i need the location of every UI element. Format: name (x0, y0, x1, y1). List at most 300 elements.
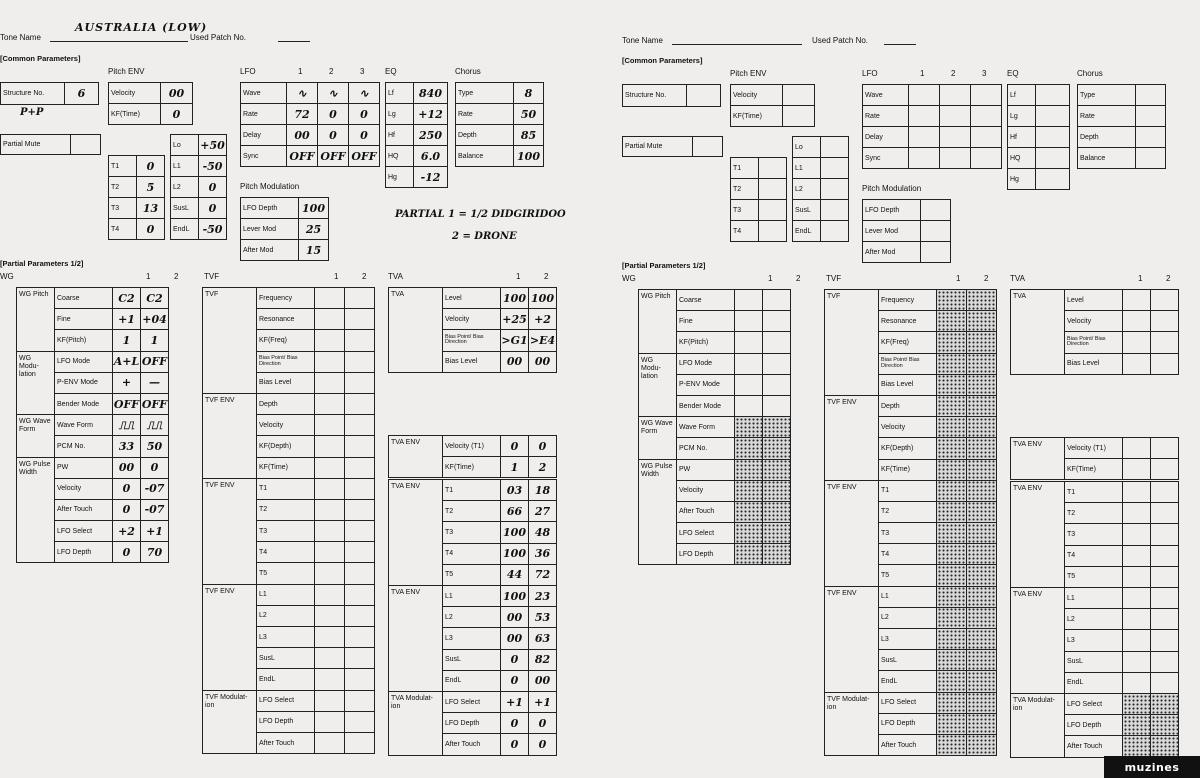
tvf-table-value-field[interactable] (937, 523, 967, 544)
tvf-table-value-field[interactable] (937, 332, 967, 353)
lfo-table-value-field[interactable]: ∿ (287, 83, 318, 104)
tvf-table-value-field[interactable] (967, 438, 997, 459)
wg-table-value-field[interactable]: OFF (141, 351, 169, 372)
wg-table-value-field[interactable]: 0 (113, 499, 141, 520)
tva-table-value-field[interactable] (1151, 353, 1179, 374)
wg-table-value-field[interactable] (735, 544, 763, 565)
tva-env-l-table-value-field[interactable] (1151, 630, 1179, 651)
pitch-mod-table-value-field[interactable]: 100 (299, 198, 329, 219)
tvf-table-value-field[interactable] (315, 330, 345, 351)
tvf-table-value-field[interactable] (937, 607, 967, 628)
wg-table-value-field[interactable]: OFF (113, 393, 141, 414)
eq-table-value-field[interactable] (1036, 148, 1070, 169)
tvf-table-value-field[interactable] (315, 563, 345, 584)
tvf-table-value-field[interactable] (967, 395, 997, 416)
pitch-time-table-value-field[interactable] (759, 200, 787, 221)
tva-env-l-table-value-field[interactable]: 100 (501, 586, 529, 607)
chorus-table-value-field[interactable] (1136, 106, 1166, 127)
wg-table-value-field[interactable]: — (141, 372, 169, 393)
wg-table-value-field[interactable]: -07 (141, 499, 169, 520)
pitch-mod-table-value-field[interactable] (921, 200, 951, 221)
tva-table-value-field[interactable]: 00 (529, 351, 557, 372)
lfo-table-value-field[interactable]: 72 (287, 104, 318, 125)
tvf-table-value-field[interactable] (345, 351, 375, 372)
tva-env-l-table-value-field[interactable] (1123, 588, 1151, 609)
tva-env-t-table-value-field[interactable] (1151, 503, 1179, 524)
tvf-table-value-field[interactable] (967, 332, 997, 353)
tvf-table-value-field[interactable] (315, 457, 345, 478)
wg-table-value-field[interactable] (735, 332, 763, 353)
wg-table-value-field[interactable]: C2 (141, 288, 169, 309)
tva-env-l-table-value-field[interactable] (1123, 672, 1151, 693)
tvf-table-value-field[interactable] (315, 605, 345, 626)
lfo-table-value-field[interactable] (909, 148, 940, 169)
tva-env-t-table-value-field[interactable]: 100 (501, 522, 529, 543)
lfo-table-value-field[interactable]: OFF (318, 146, 349, 167)
tva-env-t-table-value-field[interactable]: 03 (501, 480, 529, 501)
lfo-table-value-field[interactable]: 00 (287, 125, 318, 146)
tvf-table-value-field[interactable] (967, 417, 997, 438)
eq-table-value-field[interactable] (1036, 106, 1070, 127)
tvf-table-value-field[interactable] (345, 542, 375, 563)
tva-env-t-table-value-field[interactable] (1123, 524, 1151, 545)
tvf-table-value-field[interactable] (315, 309, 345, 330)
wg-table-value-field[interactable] (735, 290, 763, 311)
tone-name-field[interactable] (50, 41, 188, 42)
pitch-level-table-value-field[interactable]: 0 (199, 177, 227, 198)
tvf-table-value-field[interactable] (937, 459, 967, 480)
wg-table-value-field[interactable] (763, 311, 791, 332)
tvf-table-value-field[interactable] (967, 353, 997, 374)
tvf-table-value-field[interactable] (937, 374, 967, 395)
wg-table-value-field[interactable] (735, 480, 763, 501)
wg-table-value-field[interactable]: -07 (141, 478, 169, 499)
tva-env-t-table-value-field[interactable] (1123, 566, 1151, 587)
tvf-table-value-field[interactable] (937, 713, 967, 734)
tvf-table-value-field[interactable] (967, 629, 997, 650)
tvf-table-value-field[interactable] (967, 671, 997, 692)
tvf-table-value-field[interactable] (345, 711, 375, 732)
wg-table-value-field[interactable]: +04 (141, 309, 169, 330)
tvf-table-value-field[interactable] (315, 732, 345, 753)
tvf-table-value-field[interactable] (967, 544, 997, 565)
wg-table-param-label: Velocity (55, 478, 113, 499)
tvf-table-value-field[interactable] (315, 627, 345, 648)
tvf-table-value-field[interactable] (937, 544, 967, 565)
tvf-table-value-field[interactable] (937, 501, 967, 522)
wg-table-value-field[interactable]: +2 (113, 521, 141, 542)
tva-env-t-table-value-field[interactable] (1151, 524, 1179, 545)
wg-table-value-field[interactable] (763, 353, 791, 374)
lfo-table-value-field[interactable] (940, 106, 971, 127)
tva-env-l-table-value-field[interactable] (1151, 672, 1179, 693)
tva-env-t-table-value-field[interactable]: 36 (529, 543, 557, 564)
chorus-table-value-field[interactable]: 85 (514, 125, 544, 146)
tvf-table-value-field[interactable] (315, 499, 345, 520)
tvf-table-value-field[interactable] (937, 311, 967, 332)
wg-table-value-field[interactable] (763, 544, 791, 565)
wg-table-value-field[interactable]: 33 (113, 436, 141, 457)
wg-table-value-field[interactable] (763, 417, 791, 438)
tva-env-vel-table-value-field[interactable]: 2 (529, 457, 557, 478)
tvf-table-value-field[interactable] (937, 586, 967, 607)
tvf-table-value-field[interactable] (315, 478, 345, 499)
tva-mod-table-value-field[interactable] (1123, 694, 1151, 715)
tvf-table-value-field[interactable] (967, 586, 997, 607)
tvf-table-value-field[interactable] (967, 290, 997, 311)
pitch-time-table-value-field[interactable]: 0 (137, 156, 165, 177)
wg-table-value-field[interactable]: 1 (113, 330, 141, 351)
wg-table-value-field[interactable] (735, 523, 763, 544)
tvf-table-value-field[interactable] (315, 288, 345, 309)
tvf-table-value-field[interactable] (315, 436, 345, 457)
wg-table-value-field[interactable]: 50 (141, 436, 169, 457)
tvf-table-value-field[interactable] (315, 542, 345, 563)
tva-env-l-table-value-field[interactable]: 0 (501, 649, 529, 670)
tva-env-vel-table-value-field[interactable]: 1 (501, 457, 529, 478)
wg-table-value-field[interactable]: +1 (113, 309, 141, 330)
eq-table-value-field[interactable]: 250 (414, 125, 448, 146)
tvf-table-value-field[interactable] (967, 607, 997, 628)
tva-table-value-field[interactable] (1151, 332, 1179, 353)
wg-table-value-field[interactable]: A+L (113, 351, 141, 372)
tva-env-l-table-value-field[interactable] (1123, 651, 1151, 672)
tvf-table-value-field[interactable] (315, 351, 345, 372)
pitch-level-table-value-field[interactable]: -50 (199, 219, 227, 240)
partial-mute-table-value-field[interactable] (693, 137, 723, 157)
tvf-table-value-field[interactable] (315, 711, 345, 732)
tvf-table-value-field[interactable] (937, 734, 967, 755)
tvf-table-value-field[interactable] (345, 627, 375, 648)
tvf-table-value-field[interactable] (345, 330, 375, 351)
tvf-table-value-field[interactable] (315, 393, 345, 414)
chorus-table-value-field[interactable]: 8 (514, 83, 544, 104)
lfo-table-value-field[interactable] (909, 106, 940, 127)
pitch-env-table-value-field[interactable]: 0 (161, 104, 193, 125)
tvf-table-value-field[interactable] (315, 521, 345, 542)
pitch-env-table-value-field[interactable]: 00 (161, 83, 193, 104)
wg-table-value-field[interactable]: 1 (141, 330, 169, 351)
tva-env-vel-table-value-field[interactable] (1151, 438, 1179, 459)
used-patch-field[interactable] (884, 44, 916, 45)
tva-table-value-field[interactable] (1123, 353, 1151, 374)
pitch-time-table-value-field[interactable] (759, 221, 787, 242)
tvf-table-value-field[interactable] (315, 690, 345, 711)
tvf-table-value-field[interactable] (315, 415, 345, 436)
wg-table-value-field[interactable] (735, 501, 763, 522)
tva-env-vel-table-value-field[interactable] (1123, 459, 1151, 480)
tva-env-l-table-value-field[interactable]: 23 (529, 586, 557, 607)
tva-mod-table-value-field[interactable]: 0 (501, 713, 529, 734)
tvf-table-value-field[interactable] (345, 669, 375, 690)
wg-table-value-field[interactable] (763, 523, 791, 544)
tva-table-value-field[interactable] (1123, 290, 1151, 311)
tvf-table-value-field[interactable] (345, 732, 375, 753)
tvf-table-value-field[interactable] (937, 353, 967, 374)
tvf-table-value-field[interactable] (315, 648, 345, 669)
tvf-table-value-field[interactable] (937, 438, 967, 459)
tvf-table-value-field[interactable] (345, 309, 375, 330)
lfo-table-value-field[interactable]: OFF (349, 146, 380, 167)
chorus-table-value-field[interactable] (1136, 85, 1166, 106)
tva-table-value-field[interactable]: 00 (501, 351, 529, 372)
wg-table-value-field[interactable]: C2 (113, 288, 141, 309)
tva-env-t-table-value-field[interactable]: 48 (529, 522, 557, 543)
tva-mod-table-value-field[interactable]: 0 (529, 734, 557, 755)
tva-env-l-table-value-field[interactable]: 63 (529, 628, 557, 649)
pitch-level-table-param-label: Lo (793, 137, 821, 158)
tva-env-t-table-value-field[interactable] (1123, 482, 1151, 503)
tvf-table-value-field[interactable] (967, 459, 997, 480)
tvf-table-value-field[interactable] (345, 690, 375, 711)
pitch-time-table-value-field[interactable]: 13 (137, 198, 165, 219)
eq-table-value-field[interactable] (1036, 169, 1070, 190)
tvf-table-value-field[interactable] (967, 692, 997, 713)
tva-env-l-table-group: TVA ENV (389, 586, 443, 692)
tva-env-l-table-value-field[interactable] (1151, 588, 1179, 609)
eq-table-value-field[interactable]: 6.0 (414, 146, 448, 167)
tvf-table-value-field[interactable] (967, 734, 997, 755)
pitch-env-table-value-field[interactable] (783, 85, 815, 106)
tvf-table-value-field[interactable] (315, 584, 345, 605)
tva-env-t-table-value-field[interactable] (1151, 545, 1179, 566)
wg-table-value-field[interactable]: 0 (113, 542, 141, 563)
tvf-table-value-field[interactable] (345, 499, 375, 520)
tvf-table-value-field[interactable] (345, 393, 375, 414)
tvf-table-value-field[interactable] (345, 436, 375, 457)
lfo-table-value-field[interactable] (971, 106, 1002, 127)
tvf-table-value-field[interactable] (937, 565, 967, 586)
pitch-mod-table-value-field[interactable]: 25 (299, 219, 329, 240)
tvf-table-value-field[interactable] (315, 669, 345, 690)
tva-env-l-table-value-field[interactable]: 00 (501, 628, 529, 649)
tva-env-l-table-value-field[interactable]: 82 (529, 649, 557, 670)
wg-table-value-field[interactable]: 00 (113, 457, 141, 478)
tva-table-value-field[interactable]: >G1 (501, 330, 529, 351)
tva-env-t-table-value-field[interactable]: 27 (529, 501, 557, 522)
chorus-table-value-field[interactable] (1136, 127, 1166, 148)
wg-table-value-field[interactable] (763, 395, 791, 416)
wg-table-value-field[interactable]: 70 (141, 542, 169, 563)
tva-table-value-field[interactable]: +2 (529, 309, 557, 330)
tva-mod-table-value-field[interactable]: 0 (529, 713, 557, 734)
tva-table-value-field[interactable]: 100 (501, 288, 529, 309)
tva-mod-table-value-field[interactable] (1151, 694, 1179, 715)
pitch-level-table-value-field[interactable] (821, 221, 849, 242)
tva-env-l-table-value-field[interactable] (1123, 609, 1151, 630)
tva-env-t-table-value-field[interactable] (1151, 482, 1179, 503)
tvf-table-value-field[interactable] (967, 374, 997, 395)
tva-env-l-table-value-field[interactable]: 53 (529, 607, 557, 628)
tva-env-vel-table-value-field[interactable]: 0 (501, 436, 529, 457)
tvf-table-param-label: Frequency (257, 288, 315, 309)
tvf-table-value-field[interactable] (345, 415, 375, 436)
tva-table-value-field[interactable] (1151, 290, 1179, 311)
tva-mod-table-value-field[interactable]: +1 (501, 692, 529, 713)
tvf-table-value-field[interactable] (967, 713, 997, 734)
tvf-table-value-field[interactable] (345, 457, 375, 478)
tvf-table-value-field[interactable] (937, 417, 967, 438)
pitch-level-table-value-field[interactable]: 0 (199, 198, 227, 219)
tva-table-value-field[interactable] (1151, 311, 1179, 332)
wg-table-value-field[interactable] (763, 332, 791, 353)
wg-table-value-field[interactable] (763, 374, 791, 395)
eq-table-value-field[interactable] (1036, 127, 1070, 148)
tva-env-l-table-value-field[interactable]: 00 (529, 670, 557, 691)
chorus-table-value-field[interactable]: 100 (514, 146, 544, 167)
tva-mod-table-value-field[interactable] (1151, 715, 1179, 736)
tvf-table-value-field[interactable] (345, 563, 375, 584)
pitch-level-table-value-field[interactable] (821, 179, 849, 200)
tva-mod-table-value-field[interactable]: +1 (529, 692, 557, 713)
wg-table-value-field[interactable]: ⎍⎍ (113, 415, 141, 436)
wg-table-value-field[interactable] (763, 290, 791, 311)
tva-table-value-field[interactable]: +25 (501, 309, 529, 330)
wg-table-value-field[interactable] (763, 438, 791, 459)
wg-table-value-field[interactable] (735, 374, 763, 395)
tva-env-t-table-value-field[interactable]: 44 (501, 564, 529, 585)
tva-env-l-table-value-field[interactable] (1151, 609, 1179, 630)
tvf-table-value-field[interactable] (315, 372, 345, 393)
tva-env-t-table-value-field[interactable]: 100 (501, 543, 529, 564)
lfo-table-value-field[interactable]: OFF (287, 146, 318, 167)
tvf-table-value-field[interactable] (937, 650, 967, 671)
lfo-table-value-field[interactable] (940, 148, 971, 169)
tva-env-vel-table-value-field[interactable] (1123, 438, 1151, 459)
tvf-table-value-field[interactable] (345, 584, 375, 605)
tvf-table-value-field[interactable] (937, 629, 967, 650)
tva-env-vel-table-value-field[interactable]: 0 (529, 436, 557, 457)
lfo-table-value-field[interactable] (909, 85, 940, 106)
lfo-table-value-field[interactable] (940, 85, 971, 106)
tvf-table-value-field[interactable] (967, 565, 997, 586)
pitch-mod-table-value-field[interactable] (921, 221, 951, 242)
tvf-table-value-field[interactable] (937, 692, 967, 713)
tvf-table-value-field[interactable] (967, 523, 997, 544)
tvf-table-value-field[interactable] (345, 648, 375, 669)
tva-env-vel-table-value-field[interactable] (1151, 459, 1179, 480)
wg-table-value-field[interactable] (735, 417, 763, 438)
wg-table-value-field[interactable]: ⎍⎍ (141, 415, 169, 436)
pitch-mod-table-value-field[interactable] (921, 242, 951, 263)
tva-env-t-table-value-field[interactable] (1151, 566, 1179, 587)
pitch-time-table-value-field[interactable]: 0 (137, 219, 165, 240)
tvf-table-value-field[interactable] (345, 478, 375, 499)
used-patch-field[interactable] (278, 41, 310, 42)
tvf-table-value-field[interactable] (345, 288, 375, 309)
wg-table-value-field[interactable] (763, 480, 791, 501)
pitch-level-table-value-field[interactable]: -50 (199, 156, 227, 177)
tvf-table-value-field[interactable] (345, 372, 375, 393)
wg-table-value-field[interactable] (735, 395, 763, 416)
tvf-table-value-field[interactable] (937, 480, 967, 501)
structure-table-value-field[interactable] (687, 85, 721, 107)
tva-mod-table-value-field[interactable]: 0 (501, 734, 529, 755)
lfo-table-value-field[interactable]: 0 (318, 125, 349, 146)
pitch-level-table-value-field[interactable]: +50 (199, 135, 227, 156)
lfo-table-value-field[interactable] (971, 85, 1002, 106)
eq-table-value-field[interactable]: 840 (414, 83, 448, 104)
lfo-table-value-field[interactable]: ∿ (318, 83, 349, 104)
wg-table-value-field[interactable]: 0 (141, 457, 169, 478)
tva-env-t-table-value-field[interactable]: 18 (529, 480, 557, 501)
tvf-table-value-field[interactable] (937, 395, 967, 416)
pitch-time-table-value-field[interactable]: 5 (137, 177, 165, 198)
wg-table-value-field[interactable] (735, 311, 763, 332)
eq-table-value-field[interactable]: -12 (414, 167, 448, 188)
pitch-time-table-value-field[interactable] (759, 158, 787, 179)
tvf-table-value-field[interactable] (345, 521, 375, 542)
tva-mod-table-value-field[interactable] (1123, 736, 1151, 757)
wg-table-value-field[interactable]: + (113, 372, 141, 393)
pitch-env-table-value-field[interactable] (783, 106, 815, 127)
wg-table-value-field[interactable] (735, 353, 763, 374)
tvf-table-value-field[interactable] (345, 605, 375, 626)
tva-mod-table-value-field[interactable] (1151, 736, 1179, 757)
tva-table-value-field[interactable]: >E4 (529, 330, 557, 351)
chorus-table-value-field[interactable]: 50 (514, 104, 544, 125)
tvf-table-value-field[interactable] (967, 480, 997, 501)
tvf-table-value-field[interactable] (967, 311, 997, 332)
tva-env-l-table-value-field[interactable]: 00 (501, 607, 529, 628)
pitch-mod-table-value-field[interactable]: 15 (299, 240, 329, 261)
tva-env-l-table-value-field[interactable] (1151, 651, 1179, 672)
tva-env-t-table-value-field[interactable] (1123, 503, 1151, 524)
lfo-table-value-field[interactable]: 0 (349, 104, 380, 125)
wg-table-value-field[interactable] (763, 501, 791, 522)
pitch-env-table (108, 82, 193, 125)
eq-table-value-field[interactable]: +12 (414, 104, 448, 125)
tvf-table-value-field[interactable] (967, 650, 997, 671)
tone-name-label: Tone Name (0, 33, 41, 42)
tva-env-l-table-value-field[interactable] (1123, 630, 1151, 651)
pitch-level-table-value-field[interactable] (821, 137, 849, 158)
tva-table-value-field[interactable] (1123, 311, 1151, 332)
tvf-table-value-field[interactable] (967, 501, 997, 522)
tva-env-t-table-value-field[interactable]: 66 (501, 501, 529, 522)
tva-env-t-table-value-field[interactable]: 72 (529, 564, 557, 585)
lfo-table-value-field[interactable] (940, 127, 971, 148)
wg-table-value-field[interactable] (763, 459, 791, 480)
lfo-table-value-field[interactable] (971, 148, 1002, 169)
lfo-table-value-field[interactable] (909, 127, 940, 148)
lfo-table-value-field[interactable]: 0 (349, 125, 380, 146)
tvf-table-value-field[interactable] (937, 290, 967, 311)
wg-table-value-field[interactable]: 0 (113, 478, 141, 499)
wg-table-value-field[interactable]: OFF (141, 393, 169, 414)
wg-table-value-field[interactable] (735, 438, 763, 459)
wg-table-value-field[interactable]: +1 (141, 521, 169, 542)
partial-mute-table-value-field[interactable] (71, 135, 101, 155)
pitch-level-table-value-field[interactable] (821, 158, 849, 179)
pitch-time-table-value-field[interactable] (759, 179, 787, 200)
lfo-table-value-field[interactable]: ∿ (349, 83, 380, 104)
structure-table-value-field[interactable]: 6 (65, 83, 99, 105)
tva-mod-table-value-field[interactable] (1123, 715, 1151, 736)
lfo-table-value-field[interactable]: 0 (318, 104, 349, 125)
lfo-table-value-field[interactable] (971, 127, 1002, 148)
chorus-table-value-field[interactable] (1136, 148, 1166, 169)
pitch-level-table-value-field[interactable] (821, 200, 849, 221)
tva-table-value-field[interactable] (1123, 332, 1151, 353)
tone-name-field[interactable] (672, 44, 802, 45)
eq-table-value-field[interactable] (1036, 85, 1070, 106)
tvf-table-value-field[interactable] (937, 671, 967, 692)
tva-env-t-table-value-field[interactable] (1123, 545, 1151, 566)
tva-table-value-field[interactable]: 100 (529, 288, 557, 309)
wg-table-value-field[interactable] (735, 459, 763, 480)
tva-env-l-table-value-field[interactable]: 0 (501, 670, 529, 691)
